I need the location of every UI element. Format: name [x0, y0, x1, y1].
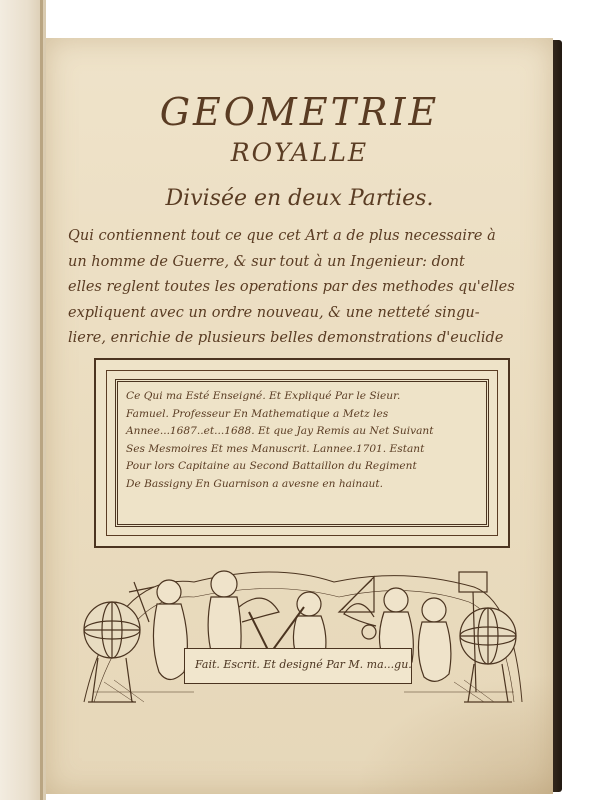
- paragraph-line: expliquent avec un ordre nouveau, & une netteté singu-: [68, 304, 480, 321]
- paragraph-line: un homme de Guerre, & sur tout à un Ingenieur: dont: [68, 253, 465, 270]
- inscription-line: Pour lors Capitaine au Second Battaillon du Regiment: [126, 460, 417, 472]
- banner-text: Fait. Escrit. Et designé Par M. ma...gu.: [195, 658, 412, 671]
- description-paragraph: [68, 224, 540, 352]
- paper-stain: [353, 674, 553, 794]
- left-globe-icon: [84, 602, 140, 702]
- inscription-line: Ses Mesmoires Et mes Manuscrit. Lannee.1701. Estant: [126, 442, 425, 455]
- inscription-frame-border: [106, 370, 498, 536]
- inscription-frame: [94, 358, 510, 548]
- inscription-line: Annee...1687..et...1688. Et que Jay Remis au Net Suivant: [126, 425, 434, 437]
- title-royalle: ROYALLE: [230, 138, 369, 167]
- paragraph-line: elles reglent toutes les operations par des methodes qu'elles: [68, 279, 515, 295]
- subtitle-parties: Divisée en deux Parties.: [165, 186, 434, 211]
- paragraph-line: Qui contiennent tout ce que cet Art a de plus necessaire à: [68, 228, 496, 244]
- paragraph-line: liere, enrichie de plusieurs belles demonstrations d'euclide: [68, 330, 504, 346]
- inscription-line: De Bassigny En Guarnison a avesne en hainaut.: [126, 477, 383, 490]
- title-page: [46, 38, 553, 794]
- inscription-line: Ce Qui ma Esté Enseigné. Et Expliqué Par le Sieur.: [126, 390, 401, 402]
- inscription-text-box: [115, 379, 489, 527]
- inscription-line: Famuel. Professeur En Mathematique a Metz les: [126, 407, 389, 420]
- page-edge-line: [40, 0, 43, 800]
- title-geometrie: GEOMETRIE: [159, 90, 440, 134]
